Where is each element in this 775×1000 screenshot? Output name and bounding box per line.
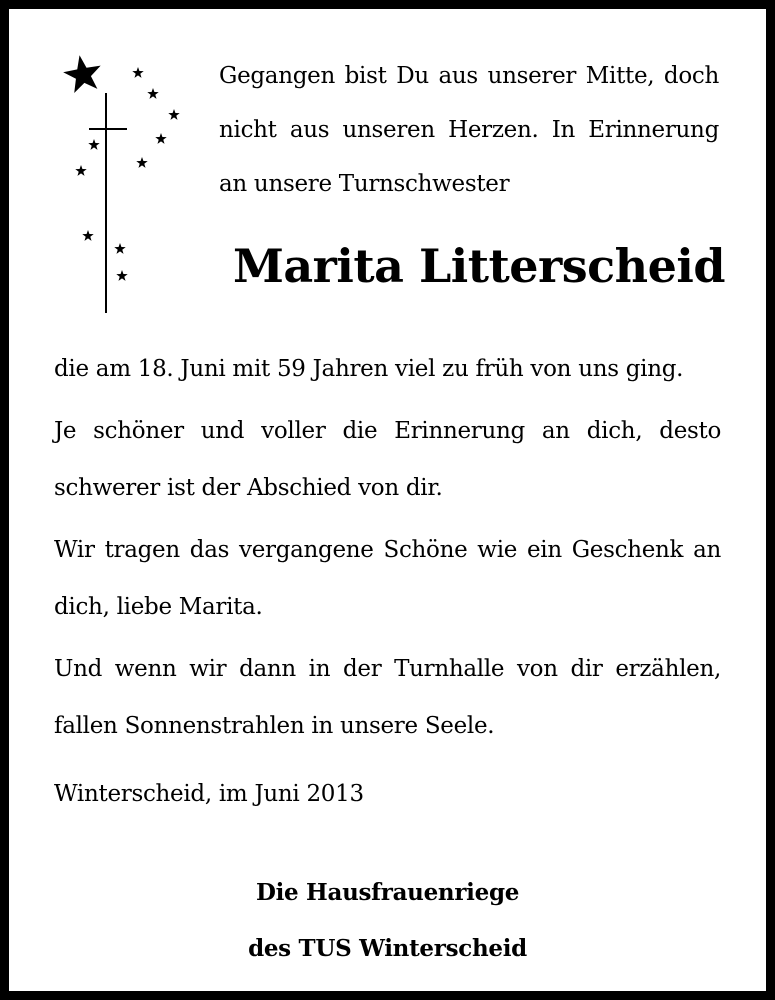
- paragraph-1: die am 18. Juni mit 59 Jahren viel zu früh von uns ging.: [54, 356, 684, 382]
- place-date: Winterscheid, im Juni 2013: [54, 781, 364, 807]
- paragraph-4: Und wenn wir dann in der Turnhalle von dir erzählen, fallen Sonnenstrahlen in unsere Seele.: [54, 656, 721, 739]
- deceased-name: Marita Litterscheid: [232, 239, 726, 293]
- signature-line-1: Die Hausfrauenriege: [255, 879, 520, 906]
- paragraph-2: Je schöner und voller die Erinnerung an dich, desto schwerer ist der Abschied von dir.: [54, 418, 721, 501]
- signature-line-2: des TUS Winterscheid: [248, 935, 527, 962]
- cross-with-stars-icon: [53, 49, 193, 319]
- paragraph-3: Wir tragen das vergangene Schöne wie ein Geschenk an dich, liebe Marita.: [54, 537, 721, 620]
- intro-text: Gegangen bist Du aus unserer Mitte, doch nicht aus unseren Herzen. In Erinnerung an unsere Turnschwester: [219, 63, 719, 197]
